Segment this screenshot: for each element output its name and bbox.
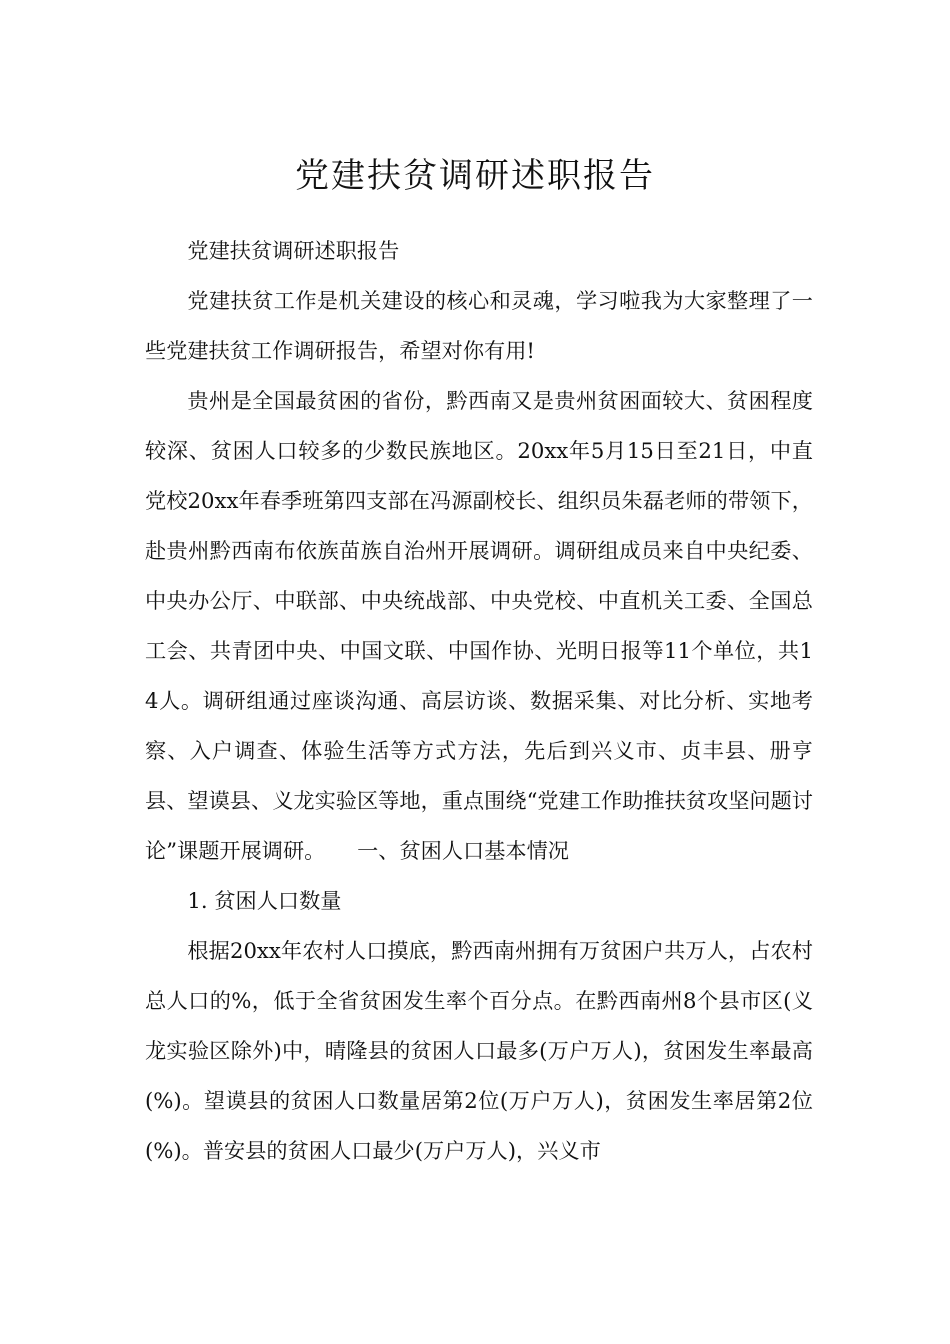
document-body [145, 226, 813, 1176]
paragraph-intro: 党建扶贫工作是机关建设的核心和灵魂，学习啦我为大家整理了一些党建扶贫工作调研报告，希望对你有用! [145, 288, 813, 363]
document-title: 党建扶贫调研述职报告 [295, 155, 655, 196]
paragraph-background: 贵州是全国最贫困的省份，黔西南又是贵州贫困面较大、贫困程度较深、贫困人口较多的少数民族地区。20xx年5月15日至21日，中直党校20xx年春季班第四支部在冯源副校长、组织员朱磊老师的带领下，赴贵州黔西南布依族苗族自治州开展调研。调研组成员来自中央纪委、中央办公厅、中联部、中央统战部、中央党校、中直机关工委、全国总工会、共青团中央、中国文联、中国作协、光明日报等11个单位，共14人。调研组通过座谈沟通、高层访谈、数据采集、对比分析、实地考察、入户调查、体验生活等方式方法，先后到兴义市、贞丰县、册亨县、望谟县、义龙实验区等地，重点围绕“党建工作助推扶贫攻坚问题讨论”课题开展调研。 一、贫困人口基本情况 [145, 388, 813, 863]
paragraph-subheading: 1. 贫困人口数量 [187, 888, 342, 913]
paragraph-population: 根据20xx年农村人口摸底，黔西南州拥有万贫困户共万人，占农村总人口的%，低于全省贫困发生率个百分点。在黔西南州8个县市区(义龙实验区除外)中，晴隆县的贫困人口最多(万户万人)，贫困发生率最高(%)。望谟县的贫困人口数量居第2位(万户万人)，贫困发生率居第2位(%)。普安县的贫困人口最少(万户万人)，兴义市 [145, 938, 813, 1163]
paragraph-heading: 党建扶贫调研述职报告 [187, 238, 400, 263]
